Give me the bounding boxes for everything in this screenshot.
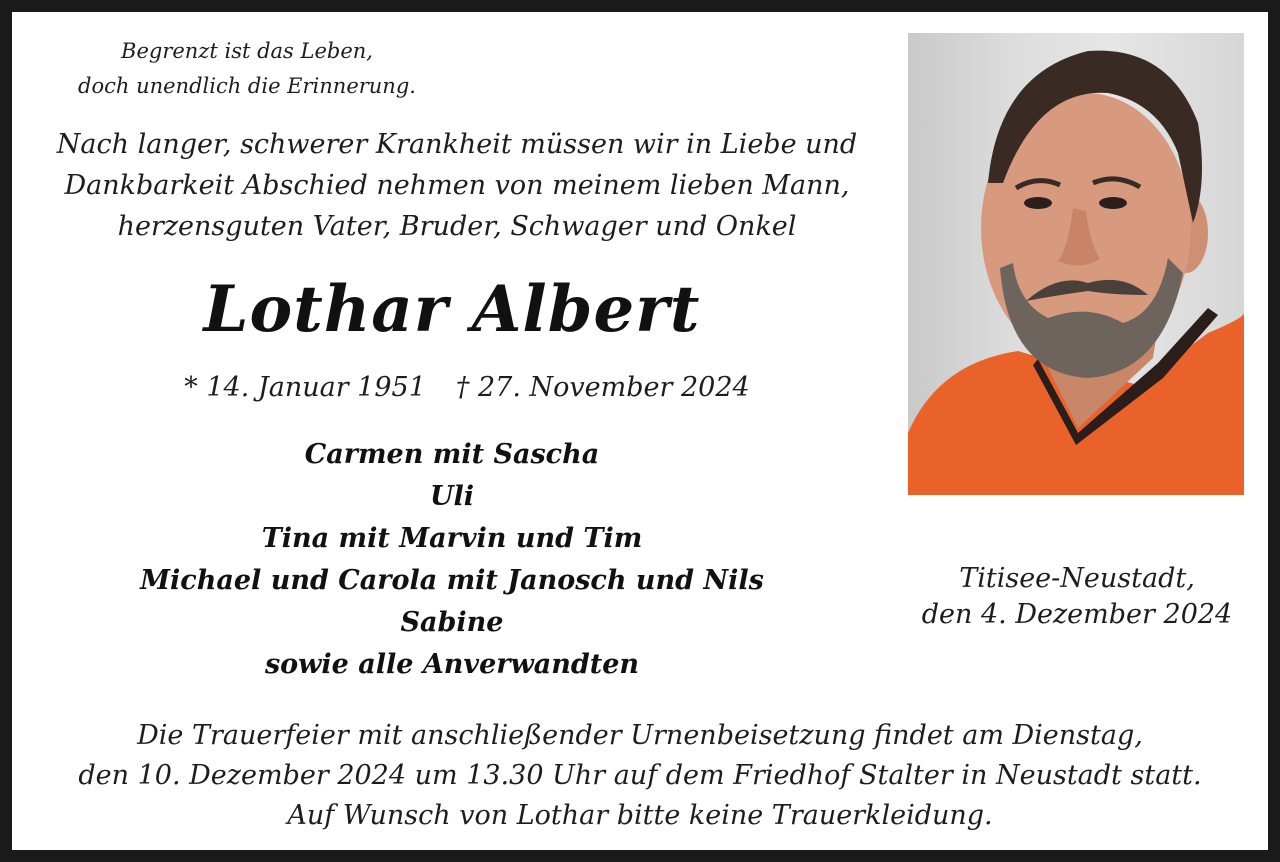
quote-line-2: doch unendlich die Erinnerung. — [78, 74, 416, 98]
notice-line-3: Auf Wunsch von Lothar bitte keine Trauerkleidung. — [287, 800, 993, 831]
intro-line-2: Dankbarkeit Abschied nehmen von meinem lieben Mann, — [64, 170, 850, 201]
place: Titisee-Neustadt, — [959, 563, 1195, 594]
notice-date: den 4. Dezember 2024 — [921, 599, 1233, 630]
mourner-line: Carmen mit Sascha — [304, 439, 600, 470]
death-date: † 27. November 2024 — [455, 372, 750, 403]
mourner-line: Tina mit Marvin und Tim — [261, 523, 643, 554]
deceased-name: Lothar Albert — [203, 272, 701, 347]
birth-date: * 14. Januar 1951 — [184, 372, 426, 403]
intro-line-1: Nach langer, schwerer Krankheit müssen wir in Liebe und — [56, 129, 858, 160]
portrait-illustration — [908, 33, 1244, 495]
mourners-list — [112, 434, 792, 686]
quote-line-1: Begrenzt ist das Leben, — [121, 39, 373, 63]
notice-line-2: den 10. Dezember 2024 um 13.30 Uhr auf dem Friedhof Stalter in Neustadt statt. — [78, 760, 1202, 791]
life-dates — [142, 368, 792, 408]
mourner-line: Uli — [429, 481, 475, 512]
portrait-photo — [908, 33, 1244, 495]
intro-line-3: herzensguten Vater, Bruder, Schwager und Onkel — [117, 211, 797, 242]
funeral-notice — [32, 716, 1248, 836]
place-and-date — [892, 561, 1262, 633]
mourner-line: sowie alle Anverwandten — [264, 649, 640, 680]
mourner-line: Sabine — [400, 607, 504, 638]
obituary-notice — [12, 12, 1268, 850]
announcement-intro — [42, 124, 872, 247]
notice-line-1: Die Trauerfeier mit anschließender Urnenbeisetzung findet am Dienstag, — [137, 720, 1143, 751]
memorial-quote — [52, 34, 442, 104]
mourner-line: Michael und Carola mit Janosch und Nils — [140, 565, 764, 596]
